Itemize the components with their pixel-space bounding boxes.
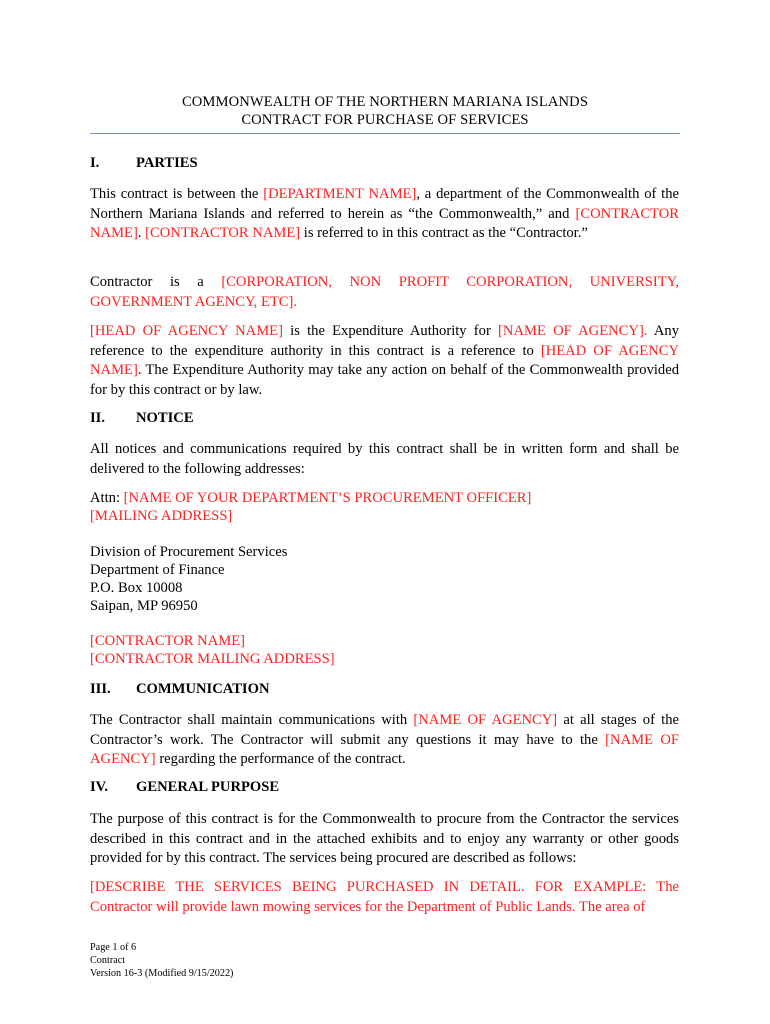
placeholder-agency-name: [NAME OF AGENCY] xyxy=(90,731,679,767)
address-line: Division of Procurement Services xyxy=(90,544,288,560)
header-line-1: COMMONWEALTH OF THE NORTHERN MARIANA ISLANDS xyxy=(181,94,589,110)
text-run: at all stages of the Contractor’s work. The Contractor will submit any questions it may have to the xyxy=(90,712,679,748)
section-heading-parties xyxy=(90,155,198,172)
section-number: II. xyxy=(90,410,106,426)
address-line: Saipan, MP 96950 xyxy=(90,598,198,614)
parties-paragraph-3 xyxy=(90,322,679,400)
document-header xyxy=(90,94,680,129)
notice-intro: All notices and communications required by this contract shall be in written form and shall be delivered to the following addresses: xyxy=(90,441,679,477)
text-run: is the Expenditure Authority for xyxy=(282,323,499,339)
placeholder-contractor-name: [CONTRACTOR NAME] xyxy=(90,633,245,649)
section-title: COMMUNICATION xyxy=(136,681,270,697)
placeholder-department-name: [DEPARTMENT NAME] xyxy=(263,186,417,202)
text-run: . xyxy=(137,225,146,241)
text-run: The Contractor shall maintain communications with xyxy=(90,712,414,728)
address-line: P.O. Box 10008 xyxy=(90,580,183,596)
footer-document-name: Contract xyxy=(90,955,126,967)
header-rule xyxy=(90,133,680,134)
section-number: III. xyxy=(90,681,111,697)
text-run: , a department of the Commonwealth of the Northern Mariana Islands and referred to herein as “the Commonwealth,” and xyxy=(90,186,679,222)
attn-label: Attn: xyxy=(90,490,124,506)
text-run: . The Expenditure Authority may take any action on behalf of the Commonwealth provided for by this contract or by law. xyxy=(90,362,679,398)
dps-address-block xyxy=(90,543,287,615)
parties-paragraph-1 xyxy=(90,185,679,244)
text-run: Contractor is a xyxy=(90,274,222,290)
section-number: IV. xyxy=(90,779,108,795)
section-title: GENERAL PURPOSE xyxy=(136,779,280,795)
section-title: PARTIES xyxy=(136,155,198,171)
footer-page-number: Page 1 of 6 xyxy=(90,942,137,953)
communication-paragraph xyxy=(90,711,679,770)
text-run: This contract is between the xyxy=(90,186,264,202)
placeholder-agency-name: [NAME OF AGENCY] xyxy=(413,712,558,728)
section-heading-communication xyxy=(90,681,270,698)
placeholder-mailing-address: [MAILING ADDRESS] xyxy=(90,508,233,524)
contractor-address-block xyxy=(90,632,335,668)
text-run: is referred to in this contract as the “Contractor.” xyxy=(300,225,588,241)
placeholder-contractor-mailing-address: [CONTRACTOR MAILING ADDRESS] xyxy=(90,651,335,667)
footer-version: Version 16-3 (Modified 9/15/2022) xyxy=(90,968,234,980)
purpose-description-placeholder: [DESCRIBE THE SERVICES BEING PURCHASED IN DETAIL. FOR EXAMPLE: The Contractor will provide lawn mowing services for the Department of Public Lands. The area of xyxy=(90,879,679,915)
purpose-paragraph-1: The purpose of this contract is for the Commonwealth to procure from the Contractor the services described in this contract and in the attached exhibits and to enjoy any warranty or other goods provided for by this contract. The services being procured are described as follows: xyxy=(90,811,679,866)
text-run: Any reference to the expenditure authority in this contract is a reference to xyxy=(90,323,679,359)
address-line: Department of Finance xyxy=(90,562,225,578)
placeholder-entity-type: [CORPORATION, NON PROFIT CORPORATION, UNIVERSITY, GOVERNMENT AGENCY, ETC]. xyxy=(90,274,680,310)
section-title: NOTICE xyxy=(136,410,194,426)
section-heading-notice xyxy=(90,410,194,427)
placeholder-procurement-officer: [NAME OF YOUR DEPARTMENT’S PROCUREMENT OFFICER] xyxy=(123,490,532,506)
placeholder-head-of-agency: [HEAD OF AGENCY NAME] xyxy=(90,342,680,378)
section-number: I. xyxy=(90,155,100,171)
placeholder-agency-name: [NAME OF AGENCY]. xyxy=(498,323,648,339)
placeholder-contractor-name: [CONTRACTOR NAME] xyxy=(145,225,301,241)
header-line-2: CONTRACT FOR PURCHASE OF SERVICES xyxy=(241,111,529,128)
text-run: regarding the performance of the contract. xyxy=(155,751,406,767)
page-footer xyxy=(90,941,233,981)
notice-attn-block xyxy=(90,489,531,525)
parties-paragraph-2 xyxy=(90,273,679,312)
placeholder-contractor-name: [CONTRACTOR NAME] xyxy=(90,205,679,241)
placeholder-head-of-agency: [HEAD OF AGENCY NAME] xyxy=(90,323,283,339)
section-heading-general-purpose xyxy=(90,779,279,796)
